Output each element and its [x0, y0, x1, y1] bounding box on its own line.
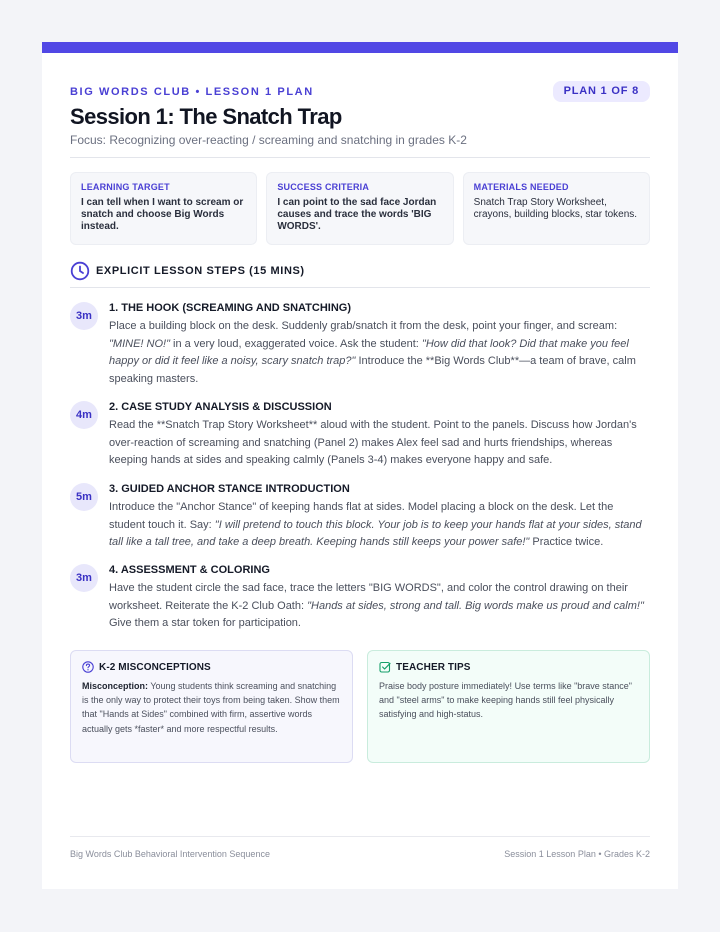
- clock-icon: [70, 261, 90, 281]
- divider: [70, 157, 650, 158]
- step-text: Read the **Snatch Trap Story Worksheet** aloud with the student. Point to the panels. Discuss how Jordan's over-reaction of screaming and snatching (Panel 2) makes Alex feel sad and hurts friendships, whereas keeping hands at sides and speaking calmly (Panels 3-4) makes everyone happy and safe.: [109, 419, 637, 466]
- success-criteria-card: [266, 172, 453, 245]
- card-label: MATERIALS NEEDED: [473, 182, 569, 192]
- step-text: Introduce the "Anchor Stance" of keeping hands flat at sides. Model placing a block on the desk. Let the student touch it. Say: "I will pretend to touch this block. Your job is to keep your hands flat at your sides, stand tall like a tall tree, and take a deep breath. Keeping hands still keeps your power safe!" Practice twice.: [109, 501, 642, 548]
- time-badge: 5m: [70, 483, 98, 511]
- focus-text: Focus: Recognizing over-reacting / screaming and snatching in grades K-2: [70, 133, 467, 147]
- teacher-tips-box: [367, 650, 650, 763]
- card-label: SUCCESS CRITERIA: [277, 182, 370, 192]
- page-title: Session 1: The Snatch Trap: [70, 104, 342, 129]
- box-title: TEACHER TIPS: [396, 661, 471, 673]
- footer-divider: [70, 836, 650, 837]
- step-title: 2. CASE STUDY ANALYSIS & DISCUSSION: [109, 401, 332, 413]
- footer-left: Big Words Club Behavioral Intervention Sequence: [70, 849, 270, 859]
- plan-badge: PLAN 1 OF 8: [553, 81, 650, 102]
- learning-target-card: [70, 172, 257, 245]
- accent-bar: [42, 42, 678, 53]
- step-text: Place a building block on the desk. Suddenly grab/snatch it from the desk, point your finger, and scream: "MINE! NO!" in a very loud, exaggerated voice. Ask the student: "How did that look? Did that make you feel happy or did it feel like a noisy, scary snatch trap?" Introduce the **Big Words Club**—a team of brave, calm speaking masters.: [109, 320, 636, 385]
- callout-boxes: [70, 650, 650, 763]
- section-title: EXPLICIT LESSON STEPS (15 MINS): [96, 265, 305, 277]
- step-title: 1. THE HOOK (SCREAMING AND SNATCHING): [109, 302, 351, 314]
- card-label: LEARNING TARGET: [81, 182, 170, 192]
- box-title: K-2 MISCONCEPTIONS: [99, 661, 211, 673]
- check-square-icon: [379, 661, 391, 673]
- step-title: 4. ASSESSMENT & COLORING: [109, 564, 270, 576]
- question-circle-icon: [82, 661, 94, 673]
- divider: [70, 287, 650, 288]
- card-text: I can point to the sad face Jordan causes and trace the words 'BIG WORDS'.: [277, 197, 437, 232]
- materials-card: [463, 172, 650, 245]
- box-text: Praise body posture immediately! Use terms like "brave stance" and "steel arms" to make keeping hands still feel physically satisfying and high-status.: [379, 681, 632, 720]
- eyebrow-label: BIG WORDS CLUB • LESSON 1 PLAN: [70, 86, 314, 98]
- time-badge: 4m: [70, 401, 98, 429]
- time-badge: 3m: [70, 564, 98, 592]
- time-badge: 3m: [70, 302, 98, 330]
- lesson-steps-heading: [70, 261, 305, 281]
- info-cards: [70, 172, 650, 245]
- lesson-plan-page: [42, 42, 678, 889]
- card-text: Snatch Trap Story Worksheet, crayons, building blocks, star tokens.: [473, 197, 638, 220]
- step-title: 3. GUIDED ANCHOR STANCE INTRODUCTION: [109, 483, 350, 495]
- step-text: Have the student circle the sad face, trace the letters "BIG WORDS", and color the control drawing on their worksheet. Reiterate the K-2 Club Oath: "Hands at sides, strong and tall. Big words make us proud and calm!" Give them a star token for participation.: [109, 582, 644, 629]
- misconceptions-box: [70, 650, 353, 763]
- footer-right: Session 1 Lesson Plan • Grades K-2: [504, 849, 650, 859]
- card-text: I can tell when I want to scream or snatch and choose Big Words instead.: [81, 197, 244, 232]
- box-text: Misconception: Young students think screaming and snatching is the only way to protect their toys from being taken. Show them that "Hands at Sides" combined with firm, assertive words actually gets *faster* and more respectful results.: [82, 681, 340, 734]
